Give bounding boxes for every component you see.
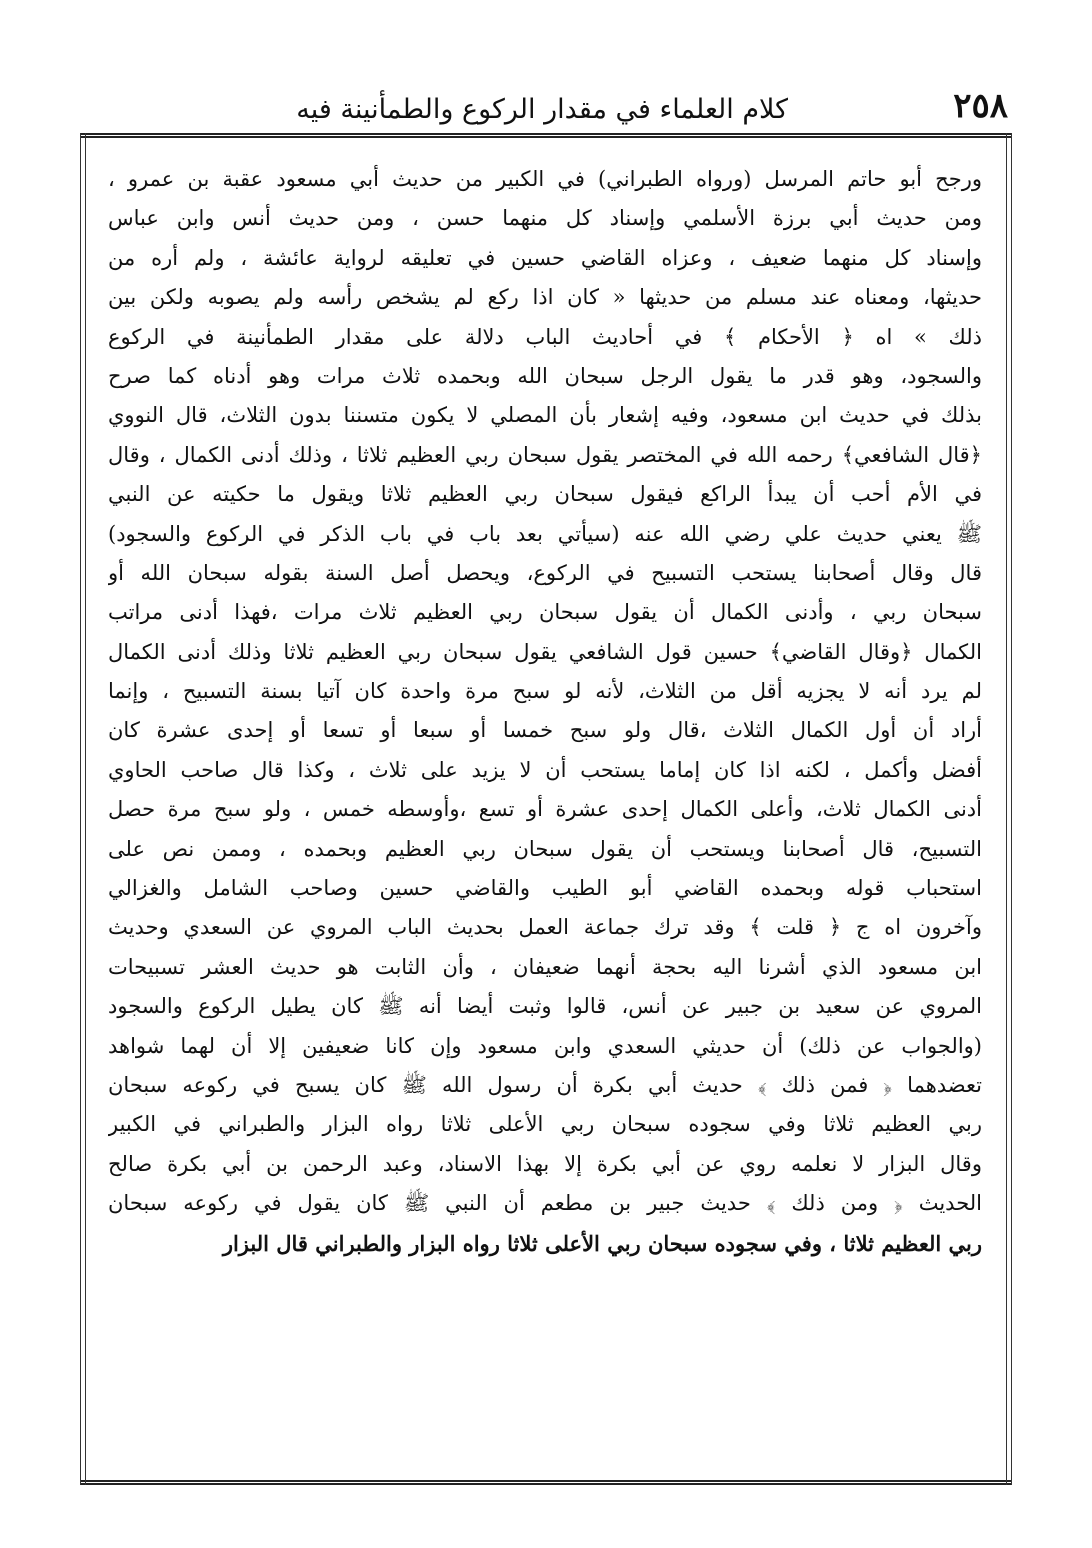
text-line: أراد أن أول الكمال الثلاث ،قال ولو سبح خمسا أو سبعا أو تسعا أو إحدى عشرة كان: [108, 718, 982, 743]
text-line: لم يرد أنه لا يجزيه أقل من الثلاث، لأنه لو سبح مرة واحدة كان آتيا بسنة التسبيح ، وإنما: [108, 679, 982, 704]
text-line: ابن مسعود الذي أشرنا اليه بحجة أنهما ضعيفان ، وأن الثابت هو حديث العشر تسبيحات: [108, 954, 982, 979]
text-line: المروي عن سعيد بن جبير عن أنس، قالوا وثبت أيضا أنه ﷺ كان يطيل الركوع والسجود: [108, 994, 982, 1019]
text-line: حديثها، ومعناه عند مسلم من حديثها « كان اذا ركع لم يشخص رأسه ولم يصوبه ولكن بين: [108, 285, 982, 310]
text-line: ذلك » اه ﴿ الأحكام ﴾ في أحاديث الباب دلالة على مقدار الطمأنينة في الركوع: [108, 324, 982, 349]
text-line: في الأم أحب أن يبدأ الراكع فيقول سبحان ربي العظيم ثلاثا ويقول ما حكيته عن النبي: [108, 482, 982, 507]
text-line: وآخرون اه ج ﴿ قلت ﴾ وقد ترك جماعة العمل بحديث الباب المروي عن السعدي وحديث: [108, 915, 982, 940]
text-line: ومن حديث أبي برزة الأسلمي وإسناد كل منهما حسن ، ومن حديث أنس وابن عباس: [108, 206, 982, 231]
text-line: قال وقال أصحابنا يستحب التسبيح في الركوع، ويحصل أصل السنة بقوله سبحان الله أو: [108, 560, 982, 585]
text-body: [108, 160, 982, 1480]
text-line: استحباب قوله وبحمده القاضي أبو الطيب والقاضي حسين وصاحب الشامل والغزالي: [108, 876, 982, 901]
text-line: ربي العظيم ثلاثا ، وفي سجوده سبحان ربي الأعلى ثلاثا رواه البزار والطبراني قال البزار: [222, 1230, 982, 1256]
text-line: سبحان ربي ، وأدنى الكمال أن يقول سبحان ربي العظيم ثلاث مرات ،فهذا أدنى مراتب: [108, 600, 982, 625]
text-line: التسبيح، قال أصحابنا ويستحب أن يقول سبحان ربي العظيم وبحمده ، وممن نص على: [108, 836, 982, 861]
text-line: تعضدهما ﴿ فمن ذلك ﴾ حديث أبي بكرة أن رسول الله ﷺ كان يسبح في ركوعه سبحان: [108, 1072, 982, 1097]
text-line: وإسناد كل منهما ضعيف ، وعزاه القاضي حسين في تعليقه لرواية عائشة ، ولم أره من: [108, 245, 982, 270]
text-line: والسجود، وهو قدر ما يقول الرجل سبحان الله وبحمده ثلاث مرات وهو أدناه كما صرح: [108, 363, 982, 388]
page-number: ٢٥٨: [953, 86, 1008, 126]
frame-border-right: [1006, 133, 1012, 1485]
text-line: ﴿قال الشافعي﴾ رحمه الله في المختصر يقول سبحان ربي العظيم ثلاثا ، وذلك أدنى الكمال ، وقال: [108, 442, 982, 467]
frame-border-left: [80, 133, 86, 1485]
text-line: (والجواب عن ذلك) أن حديثي السعدي وابن مسعود وإن كانا ضعيفين إلا أن لهما شواهد: [108, 1033, 982, 1058]
text-line: وقال البزار لا نعلمه روي عن أبي بكرة إلا بهذا الاسناد، وعبد الرحمن بن أبي بكرة صالح: [108, 1151, 982, 1176]
text-line: ورجح أبو حاتم المرسل (ورواه الطبراني) في الكبير من حديث أبي مسعود عقبة بن عمرو ،: [108, 167, 982, 191]
text-line: أفضل وأكمل ، لكنه اذا كان إماما يستحب أن لا يزيد على ثلاث ، وكذا قال صاحب الحاوي: [108, 757, 982, 782]
running-title: كلام العلماء في مقدار الركوع والطمأنينة فيه: [296, 94, 788, 125]
text-line: الكمال ﴿وقال القاضي﴾ حسين قول الشافعي يقول سبحان ربي العظيم ثلاثا وذلك أدنى الكمال: [108, 639, 982, 664]
text-line: الحديث ﴿ ومن ذلك ﴾ حديث جبير بن مطعم أن النبي ﷺ كان يقول في ركوعه سبحان: [108, 1191, 982, 1216]
text-line: ﷺ يعني حديث علي رضي الله عنه (سيأتي بعد باب في باب الذكر في الركوع والسجود): [108, 521, 982, 546]
page-header: [88, 86, 1008, 130]
text-line: ربي العظيم ثلاثا وفي سجوده سبحان ربي الأعلى ثلاثا رواه البزار والطبراني في الكبير: [108, 1112, 982, 1137]
text-line: بذلك في حديث ابن مسعود، وفيه إشعار بأن المصلي لا يكون متسننا بدون الثلاث، قال النووي: [108, 403, 982, 428]
text-line: أدنى الكمال ثلاث، وأعلى الكمال إحدى عشرة أو تسع ،وأوسطه خمس ، ولو سبح مرة حصل: [108, 797, 982, 822]
